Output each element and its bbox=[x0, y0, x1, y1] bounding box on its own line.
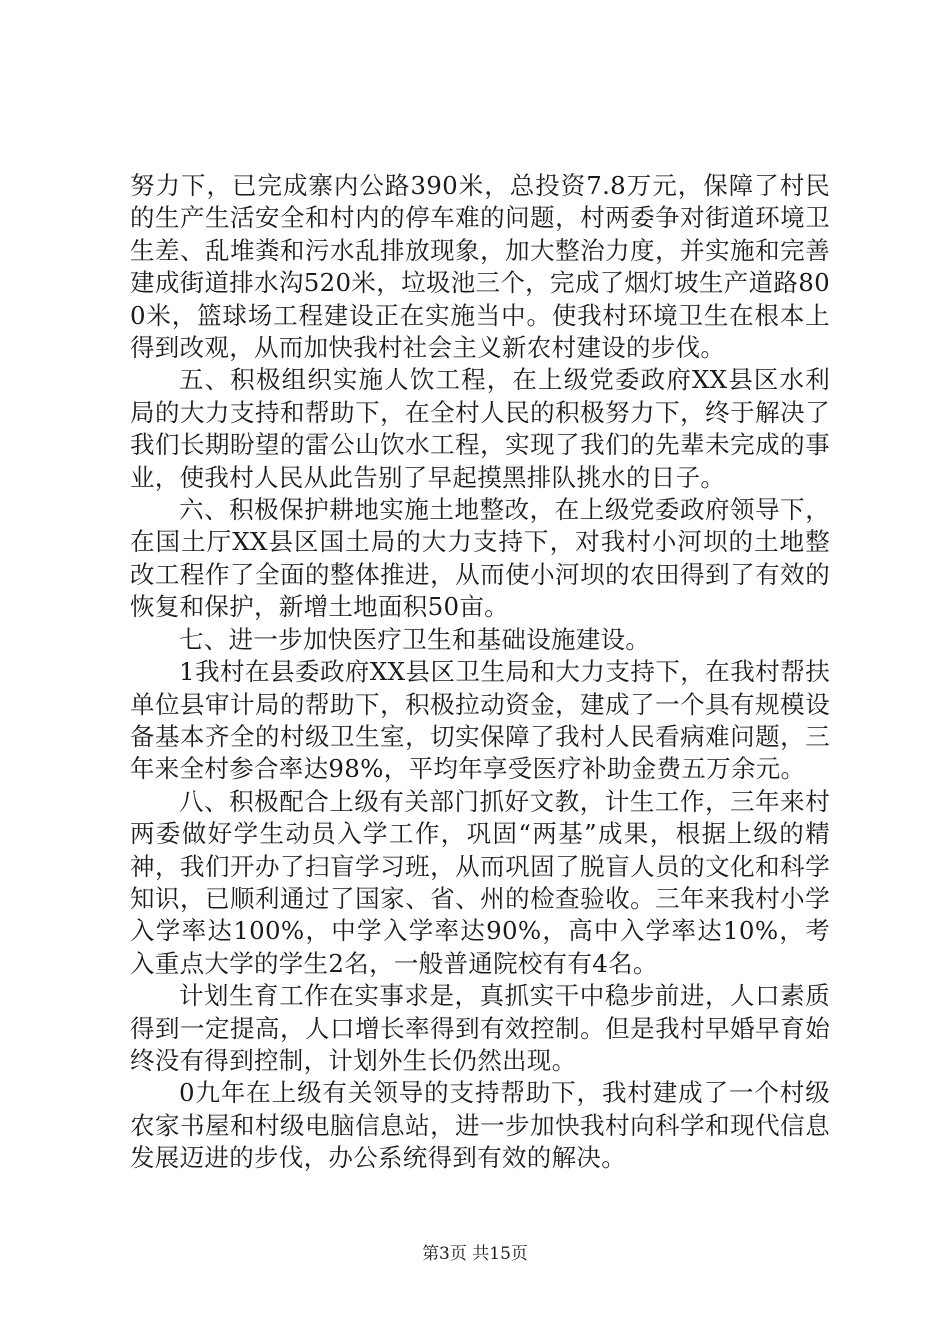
paragraph-continuation: 努力下，已完成寨内公路390米，总投资7.8万元，保障了村民的生产生活安全和村内的停车难的问题，村两委争对街道环境卫生差、乱堆粪和污水乱排放现象，加大整治力度，并实施和完善建成街道排水沟520米，垃圾池三个，完成了烟灯坡生产道路800米，篮球场工程建设正在实施当中。使我村环境卫生在根本上得到改观，从而加快我村社会主义新农村建设的步伐。 bbox=[130, 171, 830, 363]
paragraph-section-7-heading: 七、进一步加快医疗卫生和基础设施建设。 bbox=[179, 624, 651, 654]
document-body bbox=[130, 170, 830, 1175]
paragraph-library-station: 0九年在上级有关领导的支持帮助下，我村建成了一个村级农家书屋和村级电脑信息站，进一步加快我村向科学和现代信息发展迈进的步伐，办公系统得到有效的解决。 bbox=[130, 1078, 830, 1173]
paragraph-section-5: 五、积极组织实施人饮工程，在上级党委政府XX县区水利局的大力支持和帮助下，在全村人民的积极努力下，终于解决了我们长期盼望的雷公山饮水工程，实现了我们的先辈未完成的事业，使我村人民从此告别了早起摸黑排队挑水的日子。 bbox=[130, 365, 830, 492]
page-number-footer: 第3页 共15页 bbox=[422, 1244, 528, 1264]
paragraph-section-8: 八、积极配合上级有关部门抓好文教，计生工作，三年来村两委做好学生动员入学工作，巩固“两基”成果，根据上级的精神，我们开办了扫盲学习班，从而巩固了脱盲人员的文化和科学知识，已顺利通过了国家、省、州的检查验收。三年来我村小学入学率达100%，中学入学率达90%，高中入学率达10%，考入重点大学的学生2名，一般普通院校有有4名。 bbox=[130, 786, 830, 978]
paragraph-section-7-item-1: 1我村在县委政府XX县区卫生局和大力支持下，在我村帮扶单位县审计局的帮助下，积极拉动资金，建成了一个具有规模设备基本齐全的村级卫生室，切实保障了我村人民看病难问题，三年来全村参合率达98%，平均年享受医疗补助金费五万余元。 bbox=[130, 657, 830, 784]
paragraph-section-6: 六、积极保护耕地实施土地整改，在上级党委政府领导下，在国土厅XX县区国土局的大力支持下，对我村小河坝的土地整改工程作了全面的整体推进，从而使小河坝的农田得到了有效的恢复和保护，新增土地面积50亩。 bbox=[130, 495, 830, 622]
paragraph-family-planning: 计划生育工作在实事求是，真抓实干中稳步前进，人口素质得到一定提高，人口增长率得到有效控制。但是我村早婚早育始终没有得到控制，计划外生长仍然出现。 bbox=[130, 981, 830, 1075]
